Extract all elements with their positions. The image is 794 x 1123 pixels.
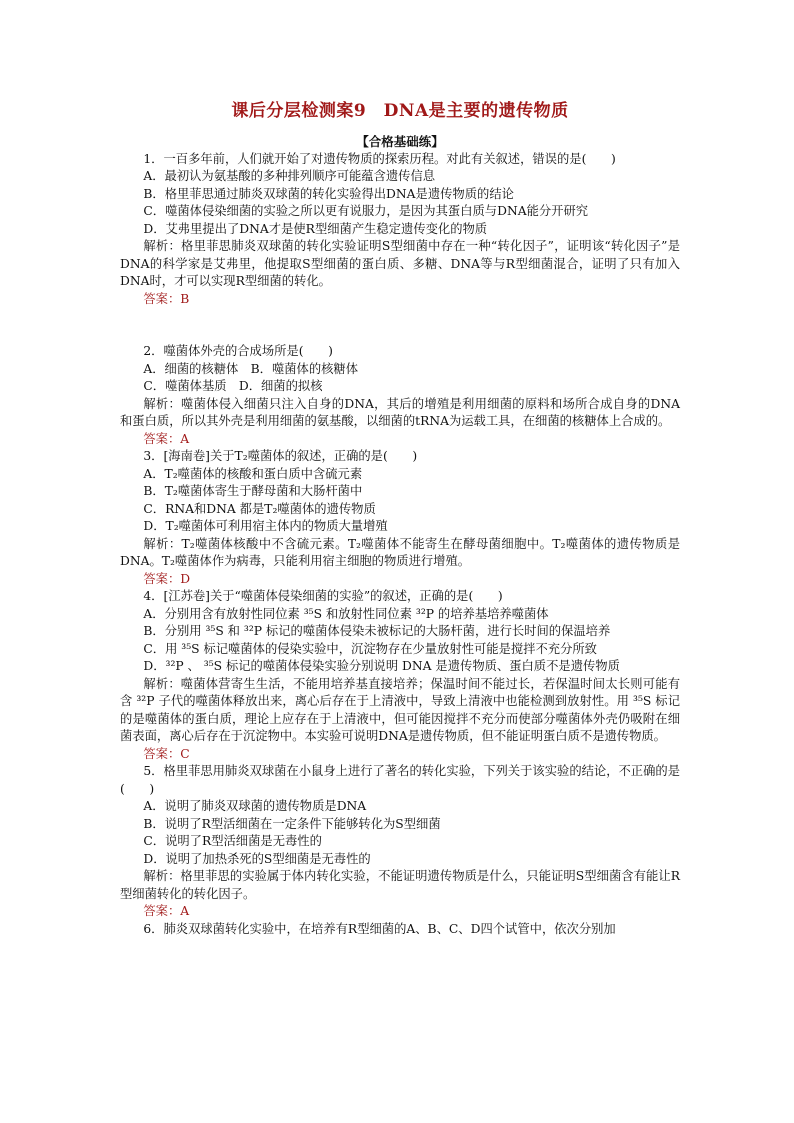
question-stem: 6．肺炎双球菌转化实验中，在培养有R型细菌的A、B、C、D四个试管中，依次分别加 [143,921,616,936]
analysis-text: 解析：噬菌体营寄生生活，不能用培养基直接培养；保温时间不能过长，若保温时间太长则可能有含 ³²P 子代的噬菌体释放出来，离心后存在于上清液中，导致上清液中也能检测到放射性。用 ³⁵S 标记的是噬菌体的蛋白质，理论上应存在于上清液中，但可能因搅拌不充分而使部分噬菌体外壳仍吸附在细菌表面，离心后存在于沉淀物中。本实验可说明DNA是遗传物质，但不能证明蛋白质不是遗传物质。 [120,676,680,743]
question-stem: 2．噬菌体外壳的合成场所是( ) [143,344,333,358]
option-c: C．噬菌体侵染细菌的实验之所以更有说服力，是因为其蛋白质与DNA能分开研究 [143,204,589,218]
answer-text: 答案：A [143,904,190,918]
section-heading: 【合格基础练】 [356,134,444,149]
option-c: C．用 ³⁵S 标记噬菌体的侵染实验中，沉淀物存在少量放射性可能是搅拌不充分所致 [143,641,597,656]
option-b: B．分别用 ³⁵S 和 ³²P 标记的噬菌体侵染未被标记的大肠杆菌，进行长时间的保温培养 [143,624,611,638]
option-a: A．T₂噬菌体的核酸和蛋白质中含硫元素 [143,466,363,481]
option-b: B．格里菲思通过肺炎双球菌的转化实验得出DNA是遗传物质的结论 [143,186,514,201]
analysis-text: 解析：格里菲思的实验属于体内转化实验，不能证明遗传物质是什么，只能证明S型细菌含有能让R型细菌转化的转化因子。 [120,869,680,901]
option-b: B．说明了R型活细菌在一定条件下能够转化为S型细菌 [143,816,441,831]
spacer [120,308,680,343]
analysis-text: 解析：格里菲思肺炎双球菌的转化实验证明S型细菌中存在一种“转化因子”，证明该“转化因子”是DNA的科学家是艾弗里，他提取S型细菌的蛋白质、多糖、DNA等与R型细菌混合，证明了只有加入DNA时，才可以实现R型细菌的转化。 [120,239,680,288]
analysis-text: 解析：噬菌体侵入细菌只注入自身的DNA，其后的增殖是利用细菌的原料和场所合成自身的DNA和蛋白质，所以其外壳是利用细菌的氨基酸，以细菌的tRNA为运载工具，在细菌的核糖体上合成的。 [120,396,680,428]
question-5 [120,763,680,921]
question-stem: 5．格里菲思用肺炎双球菌在小鼠身上进行了著名的转化实验，下列关于该实验的结论，不正确的是( ) [120,764,680,796]
question-1 [120,151,680,309]
document-title: 课后分层检测案9 DNA是主要的遗传物质 [231,101,569,121]
option-ab: A．细菌的核糖体 B．噬菌体的核糖体 [143,361,359,376]
analysis-text: 解析：T₂噬菌体核酸中不含硫元素。T₂噬菌体不能寄生在酵母菌细胞中。T₂噬菌体的遗传物质是DNA。T₂噬菌体作为病毒，只能利用宿主细胞的物质进行增殖。 [120,536,680,568]
answer-text: 答案：C [143,746,190,761]
question-stem: 1．一百多年前，人们就开始了对遗传物质的探索历程。对此有关叙述，错误的是( ) [143,151,616,166]
option-d: D．³²P 、 ³⁵S 标记的噬菌体侵染实验分别说明 DNA 是遗传物质、蛋白质不是遗传物质 [143,659,620,673]
answer-text: 答案：D [143,571,191,586]
option-cd: C．噬菌体基质 D．细菌的拟核 [143,379,323,393]
document-page [120,100,680,938]
question-stem: 4．[江苏卷]关于“噬菌体侵染细菌的实验”的叙述，正确的是( ) [143,589,503,603]
option-d: D．艾弗里提出了DNA才是使R型细菌产生稳定遗传变化的物质 [143,221,488,236]
option-c: C．说明了R型活细菌是无毒性的 [143,834,322,848]
option-a: A．最初认为氨基酸的多种排列顺序可能蕴含遗传信息 [143,169,436,183]
question-6 [120,921,680,939]
question-stem: 3．[海南卷]关于T₂噬菌体的叙述，正确的是( ) [143,449,418,463]
option-a: A．分别用含有放射性同位素 ³⁵S 和放射性同位素 ³²P 的培养基培养噬菌体 [143,606,549,621]
option-d: D．T₂噬菌体可利用宿主体内的物质大量增殖 [143,519,388,533]
question-2 [120,343,680,448]
option-d: D．说明了加热杀死的S型细菌是无毒性的 [143,851,371,866]
answer-text: 答案：B [143,291,190,306]
question-4 [120,588,680,763]
option-c: C．RNA和DNA 都是T₂噬菌体的遗传物质 [143,501,376,516]
option-b: B．T₂噬菌体寄生于酵母菌和大肠杆菌中 [143,484,363,498]
question-3 [120,448,680,588]
answer-text: 答案：A [143,431,190,446]
option-a: A．说明了肺炎双球菌的遗传物质是DNA [143,799,367,813]
